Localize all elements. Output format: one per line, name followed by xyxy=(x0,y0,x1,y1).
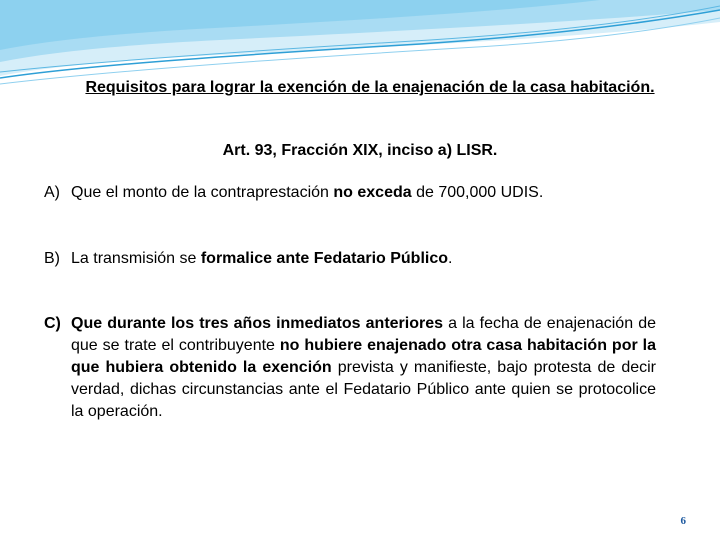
article-reference: Art. 93, Fracción XIX, inciso a) LISR. xyxy=(222,142,498,159)
item-letter: A) xyxy=(44,184,60,201)
item-letter: C) xyxy=(44,315,61,332)
item-text-segment: a la fecha de enajenación de que se trate el contribuyente xyxy=(71,315,656,354)
item-text-bold: formalice ante Fedatario Público xyxy=(200,250,449,267)
item-text-segment: prevista y manifieste, bajo protesta de decir verdad, dichas circunstancias ante el Fedatario Público ante quien se protocolice la operación. xyxy=(71,359,657,420)
item-text-segment: . xyxy=(448,250,453,267)
requirement-item-c xyxy=(44,313,656,423)
item-text xyxy=(71,248,656,270)
slide-title: Requisitos para lograr la exención de la enajenación de la casa habitación. xyxy=(85,79,655,96)
item-text-bold: Que durante los tres años inmediatos anteriores xyxy=(71,315,444,332)
item-text-segment: Que el monto de la contraprestación xyxy=(71,184,334,201)
page-number: 6 xyxy=(680,515,686,527)
requirement-item-a xyxy=(44,182,656,204)
requirement-item-b xyxy=(44,248,656,270)
item-text xyxy=(71,182,656,204)
item-letter: B) xyxy=(44,250,60,267)
item-text-segment: La transmisión se xyxy=(71,250,201,267)
item-text-bold: no exceda xyxy=(333,184,412,201)
item-text xyxy=(71,313,656,423)
item-text-segment: de 700,000 UDIS. xyxy=(411,184,544,201)
item-text-bold: no hubiere enajenado otra casa habitación por la que hubiera obtenido la exención xyxy=(71,337,657,376)
